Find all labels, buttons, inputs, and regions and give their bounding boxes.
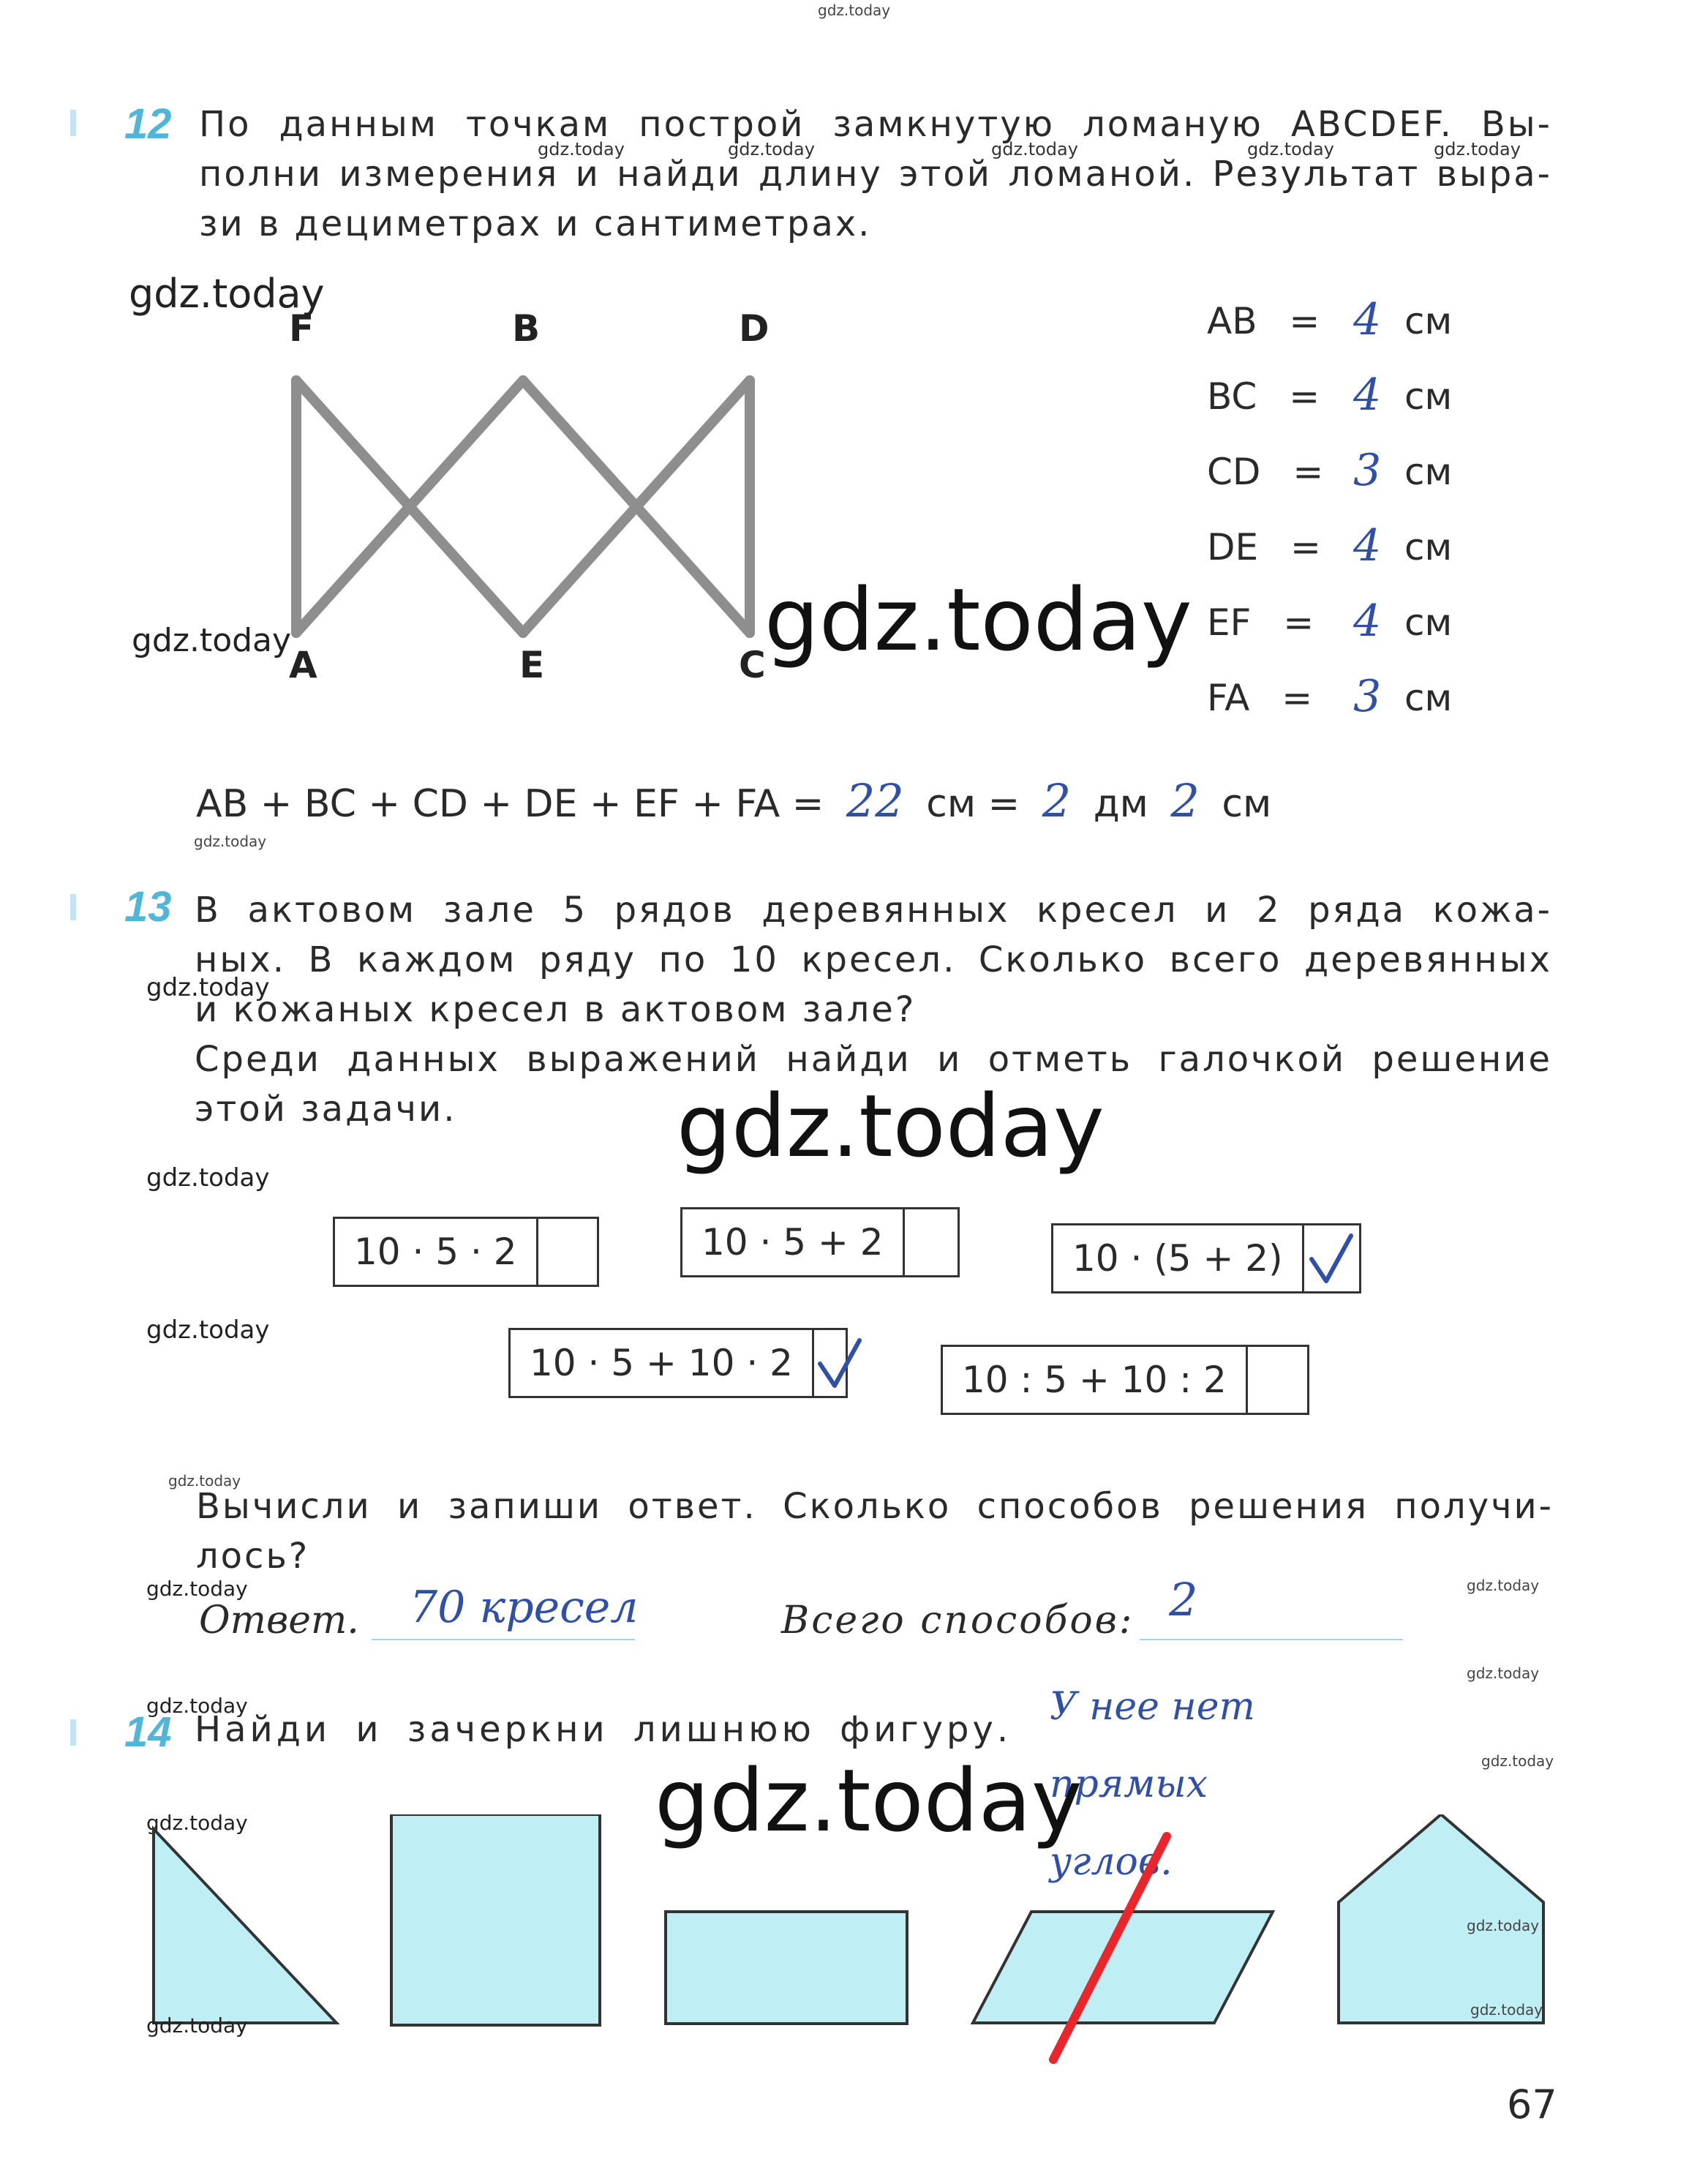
measurement-eq: = (1289, 300, 1320, 342)
measurement-value: 4 (1353, 596, 1382, 647)
task-14-text: Найди и зачеркни лишнюю фигуру. (195, 1709, 1012, 1750)
point-label-d: D (739, 307, 770, 350)
measurement-label: FA (1207, 677, 1250, 719)
watermark: gdz.today (991, 139, 1078, 159)
watermark: gdz.today (146, 1315, 270, 1345)
watermark: gdz.today (1467, 1664, 1540, 1682)
watermark: gdz.today (146, 1163, 270, 1193)
answer-label: Ответ. (199, 1599, 359, 1642)
sum-expression: AB + BC + CD + DE + EF + FA = (196, 782, 824, 826)
watermark: gdz.today (132, 622, 292, 659)
watermark: gdz.today (168, 1472, 241, 1490)
task-12-number: 12 (124, 100, 172, 148)
expression-text: 10 · 5 · 2 (354, 1231, 517, 1273)
watermark: gdz.today (129, 271, 325, 317)
point-label-a: A (289, 644, 317, 686)
watermark: gdz.today (728, 139, 815, 159)
checkmark-icon (1306, 1233, 1357, 1284)
note-line: прямых (1050, 1762, 1208, 1806)
watermark: gdz.today (194, 833, 267, 850)
expression-text: 10 : 5 + 10 : 2 (962, 1359, 1227, 1401)
measurement-unit: см (1404, 451, 1453, 493)
measurement-label: AB (1207, 300, 1257, 342)
task-13-line: и кожаных кресел в актовом зале? (195, 989, 917, 1030)
watermark: gdz.today (146, 973, 270, 1002)
note-line: У нее нет (1050, 1685, 1255, 1729)
check-box[interactable] (903, 1209, 958, 1275)
measurement-value: 3 (1353, 445, 1382, 496)
margin-mark (70, 894, 76, 920)
measurement-bc (1207, 369, 1453, 421)
task-12-line: зи в дециметрах и сантиметрах. (199, 203, 872, 244)
watermark: gdz.today (538, 139, 625, 159)
expression-option-4[interactable] (508, 1328, 848, 1398)
measurement-eq: = (1293, 451, 1324, 493)
measurement-unit: см (1404, 375, 1453, 418)
triangle-shape[interactable] (154, 1829, 336, 2023)
task-13-line: ных. В каждом ряду по 10 кресел. Сколько всего деревянных (195, 939, 1552, 980)
point-label-b: B (512, 307, 541, 350)
check-box[interactable] (1246, 1347, 1307, 1413)
ways-value: 2 (1169, 1573, 1198, 1626)
measurement-unit: см (1404, 526, 1453, 568)
red-strike-icon (1053, 1836, 1167, 2060)
ways-underline (1140, 1639, 1403, 1640)
measurement-value: 3 (1353, 671, 1382, 722)
task-12-line: полни измерения и найди длину этой ломаной. Результат выра- (199, 154, 1552, 195)
measurement-value: 4 (1353, 520, 1382, 571)
ways-label: Всего способов: (781, 1599, 1135, 1642)
question-line: лось? (196, 1536, 310, 1577)
answer-value: 70 кресел (410, 1582, 639, 1633)
checkmark-icon (814, 1337, 865, 1389)
measurement-fa (1207, 671, 1453, 722)
measurement-ef (1207, 596, 1453, 647)
watermark: gdz.today (146, 1694, 248, 1718)
measurement-de (1207, 520, 1453, 571)
sum-dm: 2 (1042, 774, 1072, 827)
watermark: gdz.today (146, 1811, 248, 1835)
measurement-eq: = (1289, 375, 1320, 418)
check-box[interactable] (812, 1330, 865, 1396)
expression-option-3[interactable] (1051, 1223, 1361, 1293)
answer-underline (372, 1639, 635, 1640)
shapes-row (139, 1814, 1602, 2078)
check-box[interactable] (1302, 1225, 1359, 1291)
measurement-eq: = (1283, 601, 1314, 644)
watermark-large: gdz.today (655, 1750, 1083, 1851)
measurement-unit: см (1404, 677, 1453, 719)
task-13-line: В актовом зале 5 рядов деревянных кресел и 2 ряда кожа- (195, 890, 1552, 931)
point-label-e: E (519, 644, 545, 686)
task-13-number: 13 (124, 883, 172, 931)
task-14-number: 14 (124, 1708, 172, 1756)
task-13-line: этой задачи. (195, 1089, 457, 1130)
expression-option-1[interactable] (333, 1217, 599, 1287)
expression-option-5[interactable] (941, 1345, 1309, 1415)
page-number: 67 (1507, 2081, 1557, 2128)
sum-unit-2: дм (1093, 782, 1148, 826)
watermark-large: gdz.today (677, 1075, 1105, 1176)
measurement-unit: см (1404, 300, 1453, 342)
measurement-unit: см (1404, 601, 1453, 644)
watermark: gdz.today (1481, 1752, 1554, 1770)
question-line: Вычисли и запиши ответ. Сколько способов решения получи- (196, 1486, 1554, 1527)
measurement-label: BC (1207, 375, 1257, 418)
margin-mark (70, 110, 76, 136)
sum-unit-1: см = (926, 782, 1020, 826)
note-line: углов. (1050, 1840, 1173, 1884)
margin-mark (70, 1719, 76, 1746)
measurement-cd (1207, 445, 1453, 496)
watermark: gdz.today (1470, 2001, 1543, 2019)
watermark: gdz.today (146, 1577, 248, 1601)
task-12-line: По данным точкам построй замкнутую ломаную ABCDEF. Вы- (199, 104, 1552, 145)
rectangle-shape[interactable] (666, 1912, 907, 2024)
square-shape[interactable] (391, 1814, 600, 2025)
watermark-top: gdz.today (818, 1, 891, 19)
sum-cm: 2 (1170, 774, 1200, 827)
measurement-ab (1207, 294, 1453, 345)
measurement-label: EF (1207, 601, 1252, 644)
cross-out-mark (1024, 1822, 1200, 2070)
task-13-question (196, 1482, 1554, 1581)
expression-text: 10 · 5 + 2 (701, 1221, 884, 1264)
task-12-text (199, 99, 1552, 249)
measurement-value: 4 (1353, 369, 1382, 421)
sum-unit-3: см (1222, 782, 1272, 826)
watermark-large: gdz.today (764, 569, 1192, 670)
point-label-c: C (739, 644, 766, 686)
measurement-label: DE (1207, 526, 1259, 568)
sum-line (196, 774, 1271, 827)
polyline-drawing (263, 351, 790, 658)
watermark: gdz.today (1467, 1577, 1540, 1594)
measurement-eq: = (1282, 677, 1313, 719)
sum-total: 22 (846, 774, 904, 827)
task-13-line: Среди данных выражений найди и отметь галочкой решение (195, 1039, 1552, 1080)
measurement-eq: = (1290, 526, 1321, 568)
watermark: gdz.today (1467, 1917, 1540, 1934)
expression-option-2[interactable] (680, 1207, 960, 1277)
measurement-value: 4 (1353, 294, 1382, 345)
point-label-f: F (289, 307, 315, 350)
measurement-label: CD (1207, 451, 1261, 493)
expression-text: 10 · (5 + 2) (1072, 1237, 1283, 1280)
watermark: gdz.today (1434, 139, 1521, 159)
watermark: gdz.today (1247, 139, 1334, 159)
check-box[interactable] (536, 1219, 597, 1285)
expression-text: 10 · 5 + 10 · 2 (530, 1342, 793, 1384)
watermark: gdz.today (146, 2013, 248, 2038)
